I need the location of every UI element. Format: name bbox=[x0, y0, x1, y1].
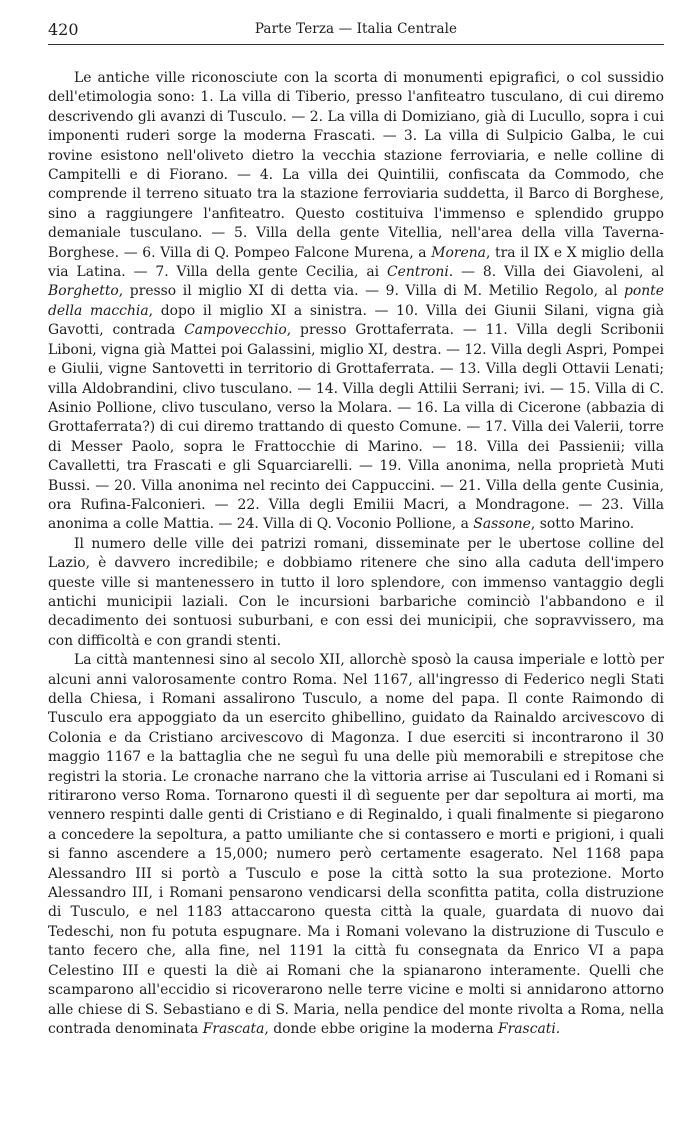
page-header bbox=[48, 18, 664, 45]
text-run: , donde ebbe origine la moderna bbox=[264, 1020, 498, 1037]
paragraph bbox=[48, 69, 664, 535]
italic-text: Borghetto bbox=[48, 283, 119, 300]
text-run: , tra il IX e X miglio della via Latina. — 7. Villa della gente Cecilia, ai bbox=[48, 244, 664, 281]
italic-text: Sassone bbox=[473, 516, 531, 533]
italic-text: Centroni bbox=[387, 264, 449, 281]
text-run: , dopo il miglio XI a sinistra. — 10. Villa dei Giunii Silani, vigna già Gavotti, contrada bbox=[48, 302, 664, 339]
italic-text: Frascata bbox=[202, 1020, 265, 1037]
body-text bbox=[48, 69, 664, 1039]
text-run: , presso il miglio XI di detta via. — 9. Villa di M. Metilio Regolo, al bbox=[118, 283, 624, 300]
running-title: Parte Terza — Italia Centrale bbox=[254, 21, 458, 37]
italic-text: Campovecchio bbox=[184, 322, 287, 339]
text-run: . — 8. Villa dei Giavoleni, al bbox=[448, 264, 664, 281]
italic-text: Frascati. bbox=[498, 1020, 561, 1037]
text-run: La città mantennesi sino al secolo XII, allorchè sposò la causa imperiale e lottò per alcuni anni valorosamente contro Roma. Nel 1167, all'ingresso di Federico negli Stati della Chiesa, i Romani assalirono Tusculo, a nome del papa. Il conte Raimondo di Tusculo era appoggiato da un esercito ghibellino, guidato da Rainaldo arcivescovo di Colonia e da Cristiano arcivescovo di Magonza. I due eserciti si incontrarono il 30 maggio 1167 e la battaglia che ne seguì fu una delle più memorabili e strepitose che registri la storia. Le cronache narrano che la vittoria arrise ai Tusculani ed i Romani si ritirarono verso Roma. Tornarono questi il dì seguente per dar sepoltura ai morti, ma vennero respinti dalle genti di Cristiano e di Reginaldo, i quali finalmente si piegarono a concedere la sepoltura, a patto umiliante che si contassero e morti e prigioni, i quali si fanno ascendere a 15,000; numero però certamente esagerato. Nel 1168 papa Alessandro III si portò a Tusculo e pose la città sotto la sua protezione. Morto Alessandro III, i Romani pensarono vendicarsi della sconfitta patita, colla distruzione di Tusculo, e nel 1183 attaccarono questa città la quale, guardata di nuovo dai Tedeschi, non fu potuta espugnare. Ma i Romani volevano la distruzione di Tusculo e tanto fecero che, alla fine, nel 1191 la città fu consegnata da Enrico VI a papa Celestino III e questi la diè ai Romani che la spianarono interamente. Quelli che scamparono all'eccidio si ricoverarono nelle terre vicine e molti si annidarono attorno alle chiese di S. Sebastiano e di S. Maria, nella pendice del monte rivolta a Roma, nella contrada denominata bbox=[48, 652, 664, 1037]
text-run: , presso Grottaferrata. — 11. Villa degli Scribonii Liboni, vigna già Mattei poi Galassini, miglio XI, destra. — 12. Villa degli Aspri, Pompei e Giulii, vigne Santovetti in territorio di Grottaferrata. — 13. Villa degli Ottavii Lenati; villa Aldobrandini, clivo tusculano. — 14. Villa degli Attilii Serrani; ivi. — 15. Villa di C. Asinio Pollione, clivo tusculano, verso la Molara. — 16. La villa di Cicerone (abbazia di Grottaferrata?) di cui diremo trattando di questo Comune. — 17. Villa dei Valerii, torre di Messer Paolo, sopra le Frattocchie di Marino. — 18. Villa dei Passienii; villa Cavalletti, tra Frascati e gli Squarciarelli. — 19. Villa anonima, nella proprietà Muti Bussi. — 20. Villa anonima nel recinto dei Cappuccini. — 21. Villa della gente Cusinia, ora Rufina-Falconieri. — 22. Villa degli Emilii Macri, a Mondragone. — 23. Villa anonima a colle Mattia. — 24. Villa di Q. Voconio Pollione, a bbox=[48, 322, 664, 533]
paragraph bbox=[48, 535, 664, 651]
text-run: Le antiche ville riconosciute con la scorta di monumenti epigrafici, o col sussidio dell'etimologia sono: 1. La villa di Tiberio, presso l'anfiteatro tusculano, di cui diremo descrivendo gli avanzi di Tusculo. — 2. La villa di Domiziano, già di Lucullo, sopra i cui imponenti ruderi sorge la moderna Frascati. — 3. La villa di Sulpicio Galba, le cui rovine esistono nell'oliveto dietro la vecchia stazione ferroviaria, e nelle colline di Campitelli e di Fiorano. — 4. La villa dei Quintilii, confiscata da Commodo, che comprende il terreno situato tra la stazione ferroviaria suddetta, il Barco di Borghese, sino a raggiungere l'anfiteatro. Questo costituiva l'immenso e splendido gruppo demaniale tusculano. — 5. Villa della gente Vitellia, nell'area della villa Taverna-Borghese. — 6. Villa di Q. Pompeo Falcone Murena, a bbox=[48, 70, 664, 261]
text-run: , sotto Marino. bbox=[530, 516, 635, 533]
italic-text: ponte della macchia bbox=[48, 283, 664, 319]
text-run: Il numero delle ville dei patrizi romani, disseminate per le ubertose colline del Lazio, è davvero incredibile; e dobbiamo ritenere che sino alla caduta dell'impero queste ville si mantenessero in tutto il loro splendore, con immenso vantaggio degli antichi municipii laziali. Con le incursioni barbariche cominciò l'abbandono e il decadimento dei sontuosi suburbani, e con essi dei municipii, che sopravvissero, ma con difficoltà e con grandi stenti. bbox=[48, 535, 664, 649]
page-number: 420 bbox=[48, 20, 79, 39]
paragraph bbox=[48, 651, 664, 1039]
italic-text: Morena bbox=[431, 244, 486, 261]
